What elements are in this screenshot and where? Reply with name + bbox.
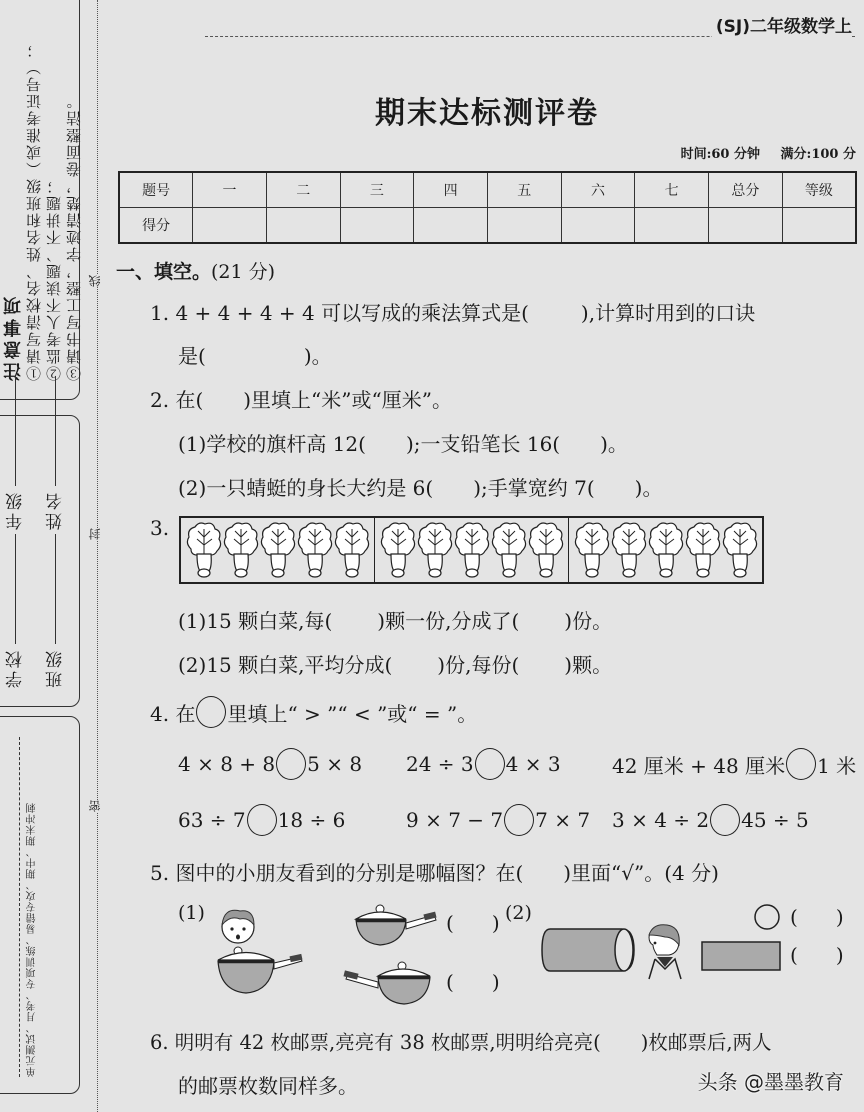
q6-line2: 的邮票枚数同样多。 bbox=[178, 1074, 358, 1098]
compare-left: 4 × 8 + 8 bbox=[178, 752, 276, 776]
section-points: (21 分) bbox=[211, 261, 276, 283]
col-7: 七 bbox=[635, 172, 709, 207]
compare-circle[interactable] bbox=[710, 804, 740, 836]
class-field[interactable] bbox=[55, 534, 56, 644]
compare-right: 45 ÷ 5 bbox=[741, 808, 809, 832]
compare-left: 3 × 4 ÷ 2 bbox=[612, 808, 710, 832]
compare-right: 18 ÷ 6 bbox=[277, 808, 346, 832]
cabbage-icon bbox=[416, 521, 453, 579]
q4-text-a: 4. 在 bbox=[150, 701, 196, 726]
cabbage-icon bbox=[490, 521, 527, 579]
paren-close: ) bbox=[491, 970, 500, 994]
compare-item bbox=[406, 804, 590, 836]
grade-label: 年级 bbox=[6, 490, 26, 530]
cabbage-icon bbox=[453, 521, 490, 579]
score-cell[interactable] bbox=[414, 207, 488, 243]
compare-item bbox=[612, 748, 856, 780]
q5-answer-paren-1b[interactable] bbox=[446, 970, 500, 994]
compare-item bbox=[178, 748, 362, 780]
score-table bbox=[118, 171, 857, 244]
col-2: 二 bbox=[266, 172, 340, 207]
paren-close: ) bbox=[835, 905, 844, 929]
watermark: 头条 @墨墨教育 bbox=[697, 1070, 844, 1094]
score-cell[interactable] bbox=[635, 207, 709, 243]
col-total: 总分 bbox=[709, 172, 783, 207]
score-cell[interactable] bbox=[709, 207, 783, 243]
cut-mark-secret: 密 bbox=[88, 800, 102, 812]
compare-item bbox=[178, 804, 345, 836]
q2-p1-text-a: (1)学校的旗杆高 12( bbox=[178, 432, 366, 456]
compare-circle[interactable] bbox=[475, 748, 505, 780]
compare-item bbox=[612, 804, 809, 836]
q1-text-d: )。 bbox=[303, 344, 332, 368]
compare-circle[interactable] bbox=[276, 748, 306, 780]
q3-part1 bbox=[178, 605, 612, 634]
q3-number: 3. bbox=[150, 516, 170, 540]
q3-p1-text-a: (1)15 颗白菜,每( bbox=[178, 609, 333, 633]
col-4: 四 bbox=[414, 172, 488, 207]
q2-p1-text-c: )。 bbox=[600, 432, 628, 456]
row-label-score: 得分 bbox=[119, 207, 193, 243]
compare-right: 4 × 3 bbox=[505, 752, 561, 776]
q3-p1-text-b: )颗一份,分成了( bbox=[377, 609, 520, 633]
q3-p1-text-c: )份。 bbox=[564, 609, 613, 633]
cabbage-group bbox=[375, 518, 569, 582]
compare-right: 7 × 7 bbox=[535, 808, 591, 832]
q2-part2 bbox=[178, 472, 662, 501]
compare-left: 63 ÷ 7 bbox=[178, 808, 246, 832]
compare-left: 24 ÷ 3 bbox=[406, 752, 474, 776]
notes-title: 注意事项 bbox=[3, 293, 24, 381]
section-heading bbox=[116, 257, 275, 284]
q2-stem bbox=[150, 384, 452, 413]
score-table-header-row bbox=[119, 172, 856, 207]
cabbage-icon bbox=[684, 521, 721, 579]
circle-icon bbox=[196, 696, 226, 728]
col-5: 五 bbox=[487, 172, 561, 207]
cabbage-icon bbox=[610, 521, 647, 579]
compare-left: 9 × 7 − 7 bbox=[406, 808, 504, 832]
cabbage-icon bbox=[379, 521, 416, 579]
promo-text: 单元测试、月考、专项训练、易错专攻、期中、期末冲刺 bbox=[19, 737, 40, 1077]
cabbage-group bbox=[181, 518, 375, 582]
q1-text-a: 1. 4 + 4 + 4 + 4 可以写成的乘法算式是( bbox=[150, 301, 529, 325]
q5-text-b: )里面“√”。(4 分) bbox=[563, 861, 719, 885]
child-side-view-image bbox=[645, 923, 685, 981]
col-grade: 等级 bbox=[782, 172, 856, 207]
cabbage-image bbox=[179, 516, 764, 584]
cabbage-icon bbox=[721, 521, 758, 579]
q2-p1-text-b: );一支铅笔长 16( bbox=[405, 432, 561, 456]
info-column-school-grade bbox=[3, 372, 28, 688]
exam-full-score: 满分:100 分 bbox=[780, 147, 856, 162]
col-3: 三 bbox=[340, 172, 414, 207]
compare-item bbox=[406, 748, 561, 780]
q2-p2-text-b: );手掌宽约 7( bbox=[473, 476, 595, 500]
cabbage-icon bbox=[647, 521, 684, 579]
q5-answer-paren-2b[interactable] bbox=[790, 943, 844, 967]
exam-time: 时间:60 分钟 bbox=[680, 147, 760, 162]
section-title: 一、填空。 bbox=[116, 261, 212, 283]
compare-circle[interactable] bbox=[786, 748, 816, 780]
note-1: ①请写清校名、姓名和班级（或准考证号）； bbox=[25, 41, 43, 381]
series-label: (SJ)二年级数学上 bbox=[712, 12, 852, 37]
cylinder-image bbox=[540, 925, 640, 975]
pot-view-b-image bbox=[342, 958, 437, 1008]
paren-close: ) bbox=[491, 911, 500, 935]
q2-text-a: 2. 在( bbox=[150, 388, 204, 412]
paren-open: ( bbox=[790, 905, 798, 929]
q1-line1 bbox=[150, 297, 755, 326]
cabbage-icon bbox=[527, 521, 564, 579]
q6-text-a: 6. 明明有 42 枚邮票,亮亮有 38 枚邮票,明明给亮亮( bbox=[150, 1031, 601, 1054]
q1-text-b: ),计算时用到的口诀 bbox=[580, 301, 756, 325]
cabbage-icon bbox=[222, 521, 259, 579]
class-label: 班级 bbox=[46, 648, 66, 688]
paren-open: ( bbox=[446, 970, 454, 994]
col-6: 六 bbox=[561, 172, 635, 207]
q5-part2-label: (2) bbox=[505, 902, 532, 924]
q2-p2-text-a: (2)一只蜻蜓的身长大约是 6( bbox=[178, 476, 434, 500]
row-label-question: 题号 bbox=[119, 172, 193, 207]
q6-text-b: )枚邮票后,两人 bbox=[640, 1031, 772, 1054]
name-label: 姓名 bbox=[46, 490, 66, 530]
q5-stem bbox=[150, 857, 719, 886]
q2-p2-text-c: )。 bbox=[634, 476, 663, 500]
col-1: 一 bbox=[193, 172, 267, 207]
q3-p2-text-a: (2)15 颗白菜,平均分成( bbox=[178, 653, 393, 677]
info-column-class-name bbox=[43, 372, 68, 688]
q2-text-b: )里填上“米”或“厘米”。 bbox=[243, 388, 452, 412]
grade-field[interactable] bbox=[15, 376, 16, 486]
cabbage-icon bbox=[185, 521, 222, 579]
note-3: ③请书写工整，字迹清楚，卷面整洁。 bbox=[65, 92, 83, 381]
score-cell[interactable] bbox=[193, 207, 267, 243]
q2-part1 bbox=[178, 428, 628, 457]
note-2: ②监考人不读题、不讲题； bbox=[45, 177, 63, 381]
q6-line1 bbox=[150, 1027, 772, 1055]
q5-answer-paren-1a[interactable] bbox=[446, 911, 500, 935]
cabbage-icon bbox=[333, 521, 370, 579]
q3-part2 bbox=[178, 649, 612, 678]
promo-box bbox=[0, 716, 80, 1094]
score-cell[interactable] bbox=[487, 207, 561, 243]
score-table-score-row bbox=[119, 207, 856, 243]
q1-line2 bbox=[178, 340, 332, 369]
q4-stem bbox=[150, 696, 477, 728]
circle-view-image bbox=[752, 902, 782, 932]
cut-line bbox=[97, 0, 98, 1112]
compare-circle[interactable] bbox=[247, 804, 277, 836]
compare-circle[interactable] bbox=[504, 804, 534, 836]
pot-view-a-image bbox=[352, 903, 442, 948]
q3-p2-text-c: )颗。 bbox=[564, 653, 613, 677]
compare-right: 5 × 8 bbox=[307, 752, 363, 776]
q3-p2-text-b: )份,每份( bbox=[437, 653, 520, 677]
rectangle-view-image bbox=[700, 940, 784, 974]
name-field[interactable] bbox=[55, 376, 56, 486]
q4-text-b: 里填上“ > ”“ < ”或“ = ”。 bbox=[227, 701, 478, 726]
compare-left: 42 厘米 + 48 厘米 bbox=[612, 753, 786, 778]
school-label: 学校 bbox=[6, 648, 26, 688]
score-cell[interactable] bbox=[266, 207, 340, 243]
q5-part1-label: (1) bbox=[178, 902, 205, 924]
notes-box bbox=[0, 0, 83, 400]
cabbage-group bbox=[569, 518, 762, 582]
page-title: 期末达标测评卷 bbox=[375, 96, 599, 131]
cabbage-icon bbox=[296, 521, 333, 579]
compare-right: 1 米 bbox=[817, 753, 857, 778]
paren-open: ( bbox=[446, 911, 454, 935]
paren-open: ( bbox=[790, 943, 798, 967]
q1-text-c: 是( bbox=[178, 344, 206, 368]
q5-text-a: 5. 图中的小朋友看到的分别是哪幅图？在( bbox=[150, 861, 524, 885]
exam-meta bbox=[681, 143, 856, 162]
school-field[interactable] bbox=[15, 534, 16, 644]
cabbage-icon bbox=[259, 521, 296, 579]
student-info-box bbox=[0, 415, 80, 707]
child-and-pot-image bbox=[210, 905, 310, 1000]
cut-mark-seal: 封 bbox=[88, 528, 102, 540]
cut-mark-line: 线 bbox=[88, 275, 102, 287]
q5-answer-paren-2a[interactable] bbox=[790, 905, 844, 929]
score-cell[interactable] bbox=[340, 207, 414, 243]
paren-close: ) bbox=[835, 943, 844, 967]
score-cell[interactable] bbox=[782, 207, 856, 243]
cabbage-icon bbox=[573, 521, 610, 579]
score-cell[interactable] bbox=[561, 207, 635, 243]
